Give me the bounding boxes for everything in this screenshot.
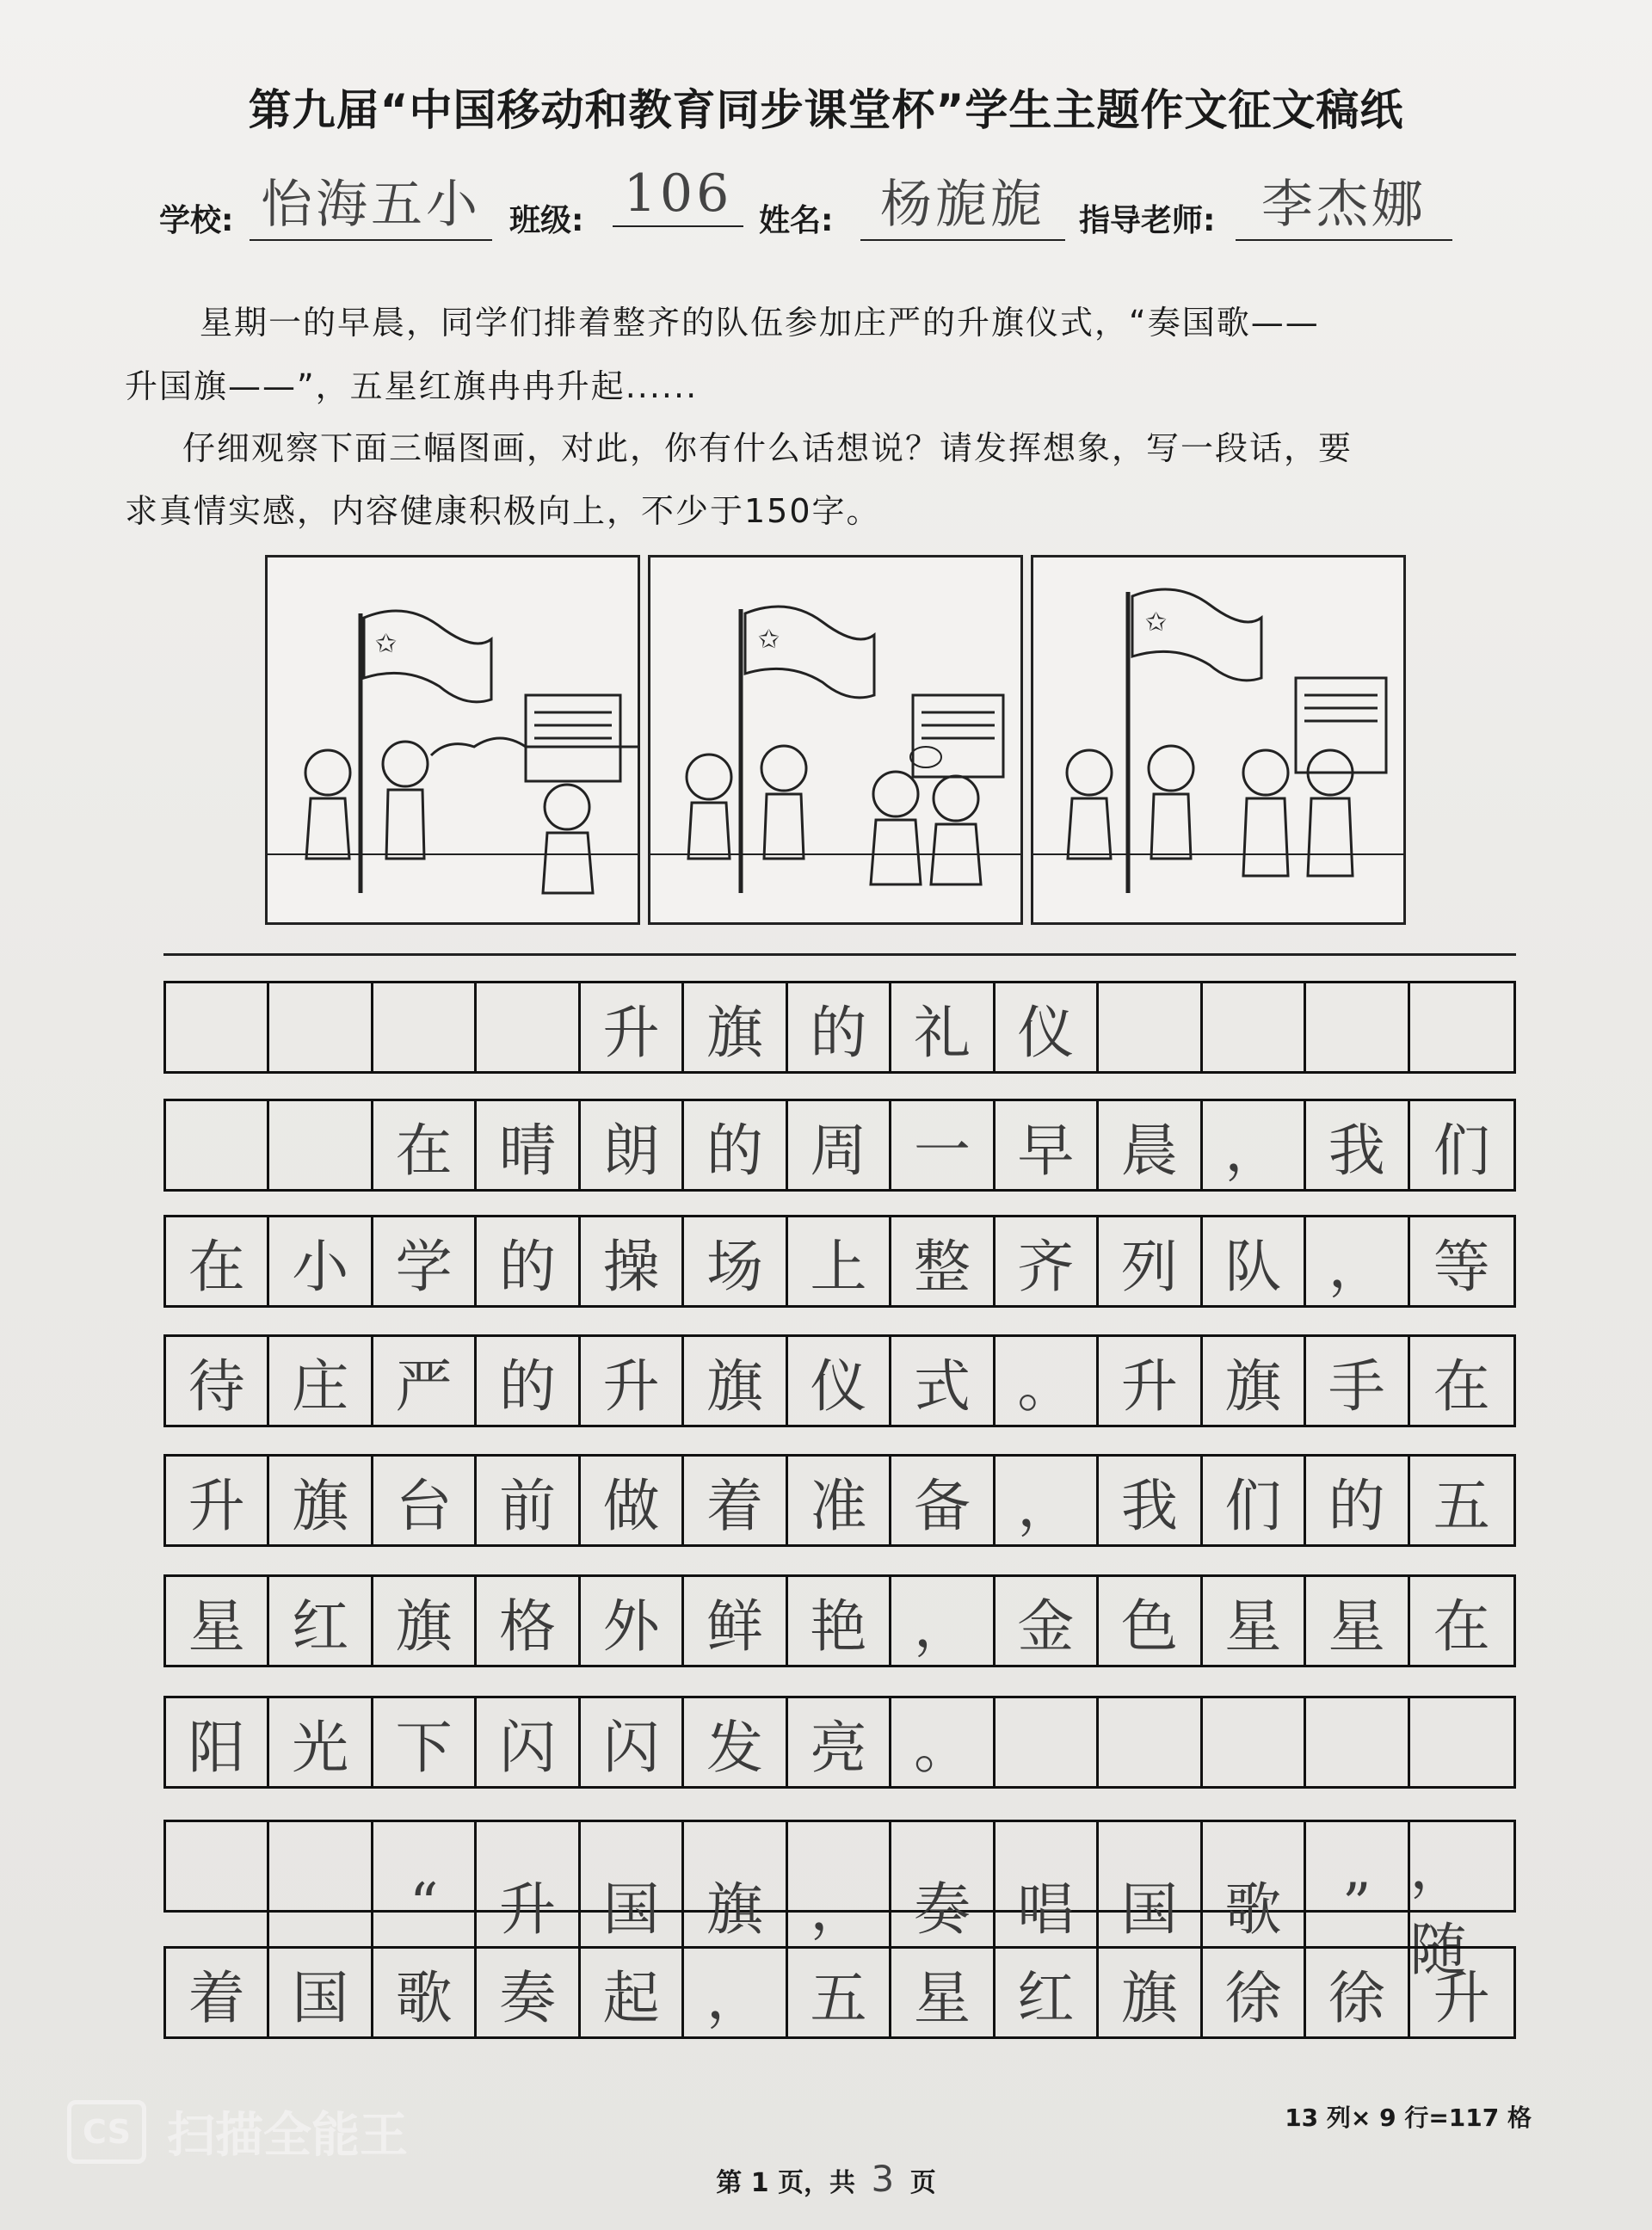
grid-cell: 五 [788, 1949, 891, 2036]
prompt-line-1: 星期一的早晨，同学们排着整齐的队伍参加庄严的升旗仪式，“奏国歌—— [200, 304, 1320, 342]
illustration-panel-1 [265, 555, 640, 925]
grid-cell: 星 [166, 1577, 269, 1665]
teacher-label: 指导老师: [1079, 203, 1216, 238]
grid-cell: 起 [581, 1949, 684, 2036]
prompt-line-4: 求真情实感，内容健康积极向上，不少于150字。 [125, 492, 881, 530]
name-value: 杨旎旎 [860, 163, 1065, 241]
grid-cell: 着 [166, 1949, 269, 2036]
grid-cell [1410, 983, 1513, 1071]
grid-cell: ， [1306, 1217, 1409, 1305]
grid-cell: 齐 [996, 1217, 1099, 1305]
grid-cell: 旗 [269, 1457, 373, 1544]
name-label: 姓名: [759, 203, 834, 238]
grid-cell: 学 [373, 1217, 477, 1305]
grid-cell [1203, 983, 1306, 1071]
grid-cell [1306, 1698, 1409, 1786]
grid-cell: 在 [373, 1101, 477, 1189]
grid-cell: 徐 [1306, 1949, 1409, 2036]
grid-cell: 上 [788, 1217, 891, 1305]
page-current: 1 [750, 2168, 769, 2198]
class-label: 班级: [509, 203, 584, 238]
grid-cell: 的 [788, 983, 891, 1071]
grid-cell: ， [891, 1577, 995, 1665]
grid-cell: ， [684, 1949, 787, 2036]
grid-row [163, 1574, 1516, 1667]
page-title: 第九届“中国移动和教育同步课堂杯”学生主题作文征文稿纸 [248, 85, 1404, 135]
grid-cell: 严 [373, 1337, 477, 1425]
grid-cell: 升 [581, 983, 684, 1071]
grid-cell: 的 [477, 1337, 580, 1425]
page-prefix: 第 [716, 2168, 743, 2198]
grid-cell: 等 [1433, 1233, 1490, 1300]
grid-cell [166, 983, 269, 1071]
grid-cell [269, 1101, 373, 1189]
scanner-logo-icon: CS [67, 2100, 146, 2164]
scanner-watermark-text: 扫描全能王 [167, 2108, 408, 2164]
grid-cell: 闪 [581, 1698, 684, 1786]
grid-cell: 歌 [1203, 1822, 1306, 1986]
grid-row [163, 1454, 1516, 1547]
grid-cell: 小 [269, 1217, 373, 1305]
grid-cell [1203, 1698, 1306, 1786]
grid-cell: 外 [581, 1577, 684, 1665]
grid-cell [1099, 983, 1202, 1071]
grid-cell: 我 [1306, 1101, 1409, 1189]
grid-cell: 式 [891, 1337, 995, 1425]
grid-cell: 旗 [684, 983, 787, 1071]
grid-cell: 我 [1099, 1457, 1202, 1544]
grid-cell: 在 [1433, 1352, 1490, 1420]
grid-cell: 鲜 [684, 1577, 787, 1665]
grid-cell: ，随 [1409, 1835, 1467, 1983]
grid-cell: 们 [1203, 1457, 1306, 1544]
grid-cell: 升 [581, 1337, 684, 1425]
grid-cell: 场 [684, 1217, 787, 1305]
grid-cell: 升 [1433, 1964, 1490, 2031]
grid-cell: 星 [1203, 1577, 1306, 1665]
grid-cell: 的 [1306, 1457, 1409, 1544]
grid-row [163, 1215, 1516, 1308]
grid-cell: 亮 [788, 1698, 891, 1786]
grid-cell: ， [1203, 1101, 1306, 1189]
prompt-line-2: 升国旗——”，五星红旗冉冉升起...... [125, 367, 699, 405]
grid-cell: 奏 [477, 1949, 580, 2036]
grid-cell: 五 [1433, 1472, 1490, 1539]
grid-cell: 整 [891, 1217, 995, 1305]
grid-cell: 星 [1306, 1577, 1409, 1665]
flag-raising-scene-1 [268, 558, 638, 922]
grid-cell [477, 983, 580, 1071]
illustration-panel-3 [1031, 555, 1406, 925]
grid-cell: 们 [1433, 1117, 1490, 1184]
grid-cell: 庄 [269, 1337, 373, 1425]
grid-cell: 仪 [996, 983, 1099, 1071]
grid-cell: 备 [891, 1457, 995, 1544]
grid-cell: 的 [477, 1217, 580, 1305]
grid-cell: 晨 [1099, 1101, 1202, 1189]
teacher-value: 李杰娜 [1236, 163, 1452, 241]
svg-text:✩: ✩ [375, 629, 398, 659]
grid-cell: ， [996, 1457, 1099, 1544]
grid-cell: 做 [581, 1457, 684, 1544]
grid-cell: 歌 [373, 1949, 477, 2036]
grid-cell: 早 [996, 1101, 1099, 1189]
grid-cell: 国 [581, 1822, 684, 1986]
grid-row [163, 1334, 1516, 1427]
grid-cell: 。 [891, 1698, 995, 1786]
grid-cell [1410, 1698, 1513, 1786]
grid-cell: 朗 [581, 1101, 684, 1189]
grid-cell: 待 [166, 1337, 269, 1425]
section-divider [163, 953, 1516, 956]
grid-cell: ” [1306, 1822, 1409, 1986]
illustration-panel-2 [648, 555, 1023, 925]
grid-cell: 。 [996, 1337, 1099, 1425]
page-mid: 页，共 [778, 2168, 856, 2198]
grid-cell: ， [788, 1822, 891, 1986]
grid-cell [1099, 1698, 1202, 1786]
grid-cell: 前 [477, 1457, 580, 1544]
grid-cell [996, 1698, 1099, 1786]
grid-cell: 闪 [477, 1698, 580, 1786]
grid-cell: 队 [1203, 1217, 1306, 1305]
grid-cell: 准 [788, 1457, 891, 1544]
grid-cell: 国 [269, 1949, 373, 2036]
page-suffix: 页 [909, 2168, 936, 2198]
grid-cell: 格 [477, 1577, 580, 1665]
grid-row [163, 1696, 1516, 1789]
grid-cell: 艳 [788, 1577, 891, 1665]
flag-raising-scene-2 [650, 558, 1020, 922]
grid-cell: 仪 [788, 1337, 891, 1425]
grid-cell [373, 983, 477, 1071]
grid-cell: 旗 [684, 1337, 787, 1425]
grid-cell [269, 983, 373, 1071]
grid-cell: 徐 [1203, 1949, 1306, 2036]
grid-cell: 着 [684, 1457, 787, 1544]
grid-cell: 礼 [891, 983, 995, 1071]
svg-text:✩: ✩ [1145, 607, 1168, 638]
grid-cell: 周 [788, 1101, 891, 1189]
grid-cell: 旗 [1099, 1949, 1202, 2036]
grid-cell: 金 [996, 1577, 1099, 1665]
grid-cell: 手 [1306, 1337, 1409, 1425]
grid-row [163, 1099, 1516, 1192]
grid-cell: 发 [684, 1698, 787, 1786]
grid-cell: 色 [1099, 1577, 1202, 1665]
grid-cell: 阳 [166, 1698, 269, 1786]
svg-text:✩: ✩ [758, 625, 780, 655]
grid-cell [166, 1101, 269, 1189]
grid-cell: 台 [373, 1457, 477, 1544]
grid-cell: 星 [891, 1949, 995, 2036]
grid-cell: 升 [166, 1457, 269, 1544]
grid-cell: 的 [684, 1101, 787, 1189]
grid-cell: 光 [269, 1698, 373, 1786]
grid-cell: 旗 [373, 1577, 477, 1665]
flag-raising-scene-3 [1033, 558, 1403, 922]
page-total: 3 [871, 2158, 895, 2200]
grid-cell: 操 [581, 1217, 684, 1305]
grid-cell: 国 [1099, 1822, 1202, 1986]
class-value: 106 [613, 163, 743, 227]
grid-cell: 在 [166, 1217, 269, 1305]
grid-cell: 下 [373, 1698, 477, 1786]
grid-count-note: 13 列× 9 行=117 格 [1285, 2104, 1532, 2132]
grid-cell: 旗 [1203, 1337, 1306, 1425]
prompt-line-3: 仔细观察下面三幅图画，对此，你有什么话想说？请发挥想象，写一段话，要 [182, 429, 1353, 467]
scanner-watermark [67, 2098, 408, 2166]
grid-row [163, 981, 1516, 1074]
grid-row [163, 1946, 1516, 2039]
grid-cell [1306, 983, 1409, 1071]
grid-cell: 升 [477, 1822, 580, 1986]
grid-cell: 一 [891, 1101, 995, 1189]
grid-cell: 唱 [996, 1822, 1099, 1986]
grid-cell: 列 [1099, 1217, 1202, 1305]
grid-cell: 晴 [477, 1101, 580, 1189]
school-value: 怡海五小 [250, 163, 492, 241]
illustration-strip [265, 555, 1406, 927]
grid-cell: “ [373, 1822, 477, 1986]
grid-cell: 旗 [684, 1822, 787, 1986]
grid-cell: 升 [1099, 1337, 1202, 1425]
grid-row [163, 1820, 1516, 1983]
grid-cell: 红 [269, 1577, 373, 1665]
school-label: 学校: [159, 203, 234, 238]
grid-cell: 奏 [891, 1822, 995, 1986]
grid-cell: 在 [1433, 1592, 1490, 1660]
grid-cell: 红 [996, 1949, 1099, 2036]
